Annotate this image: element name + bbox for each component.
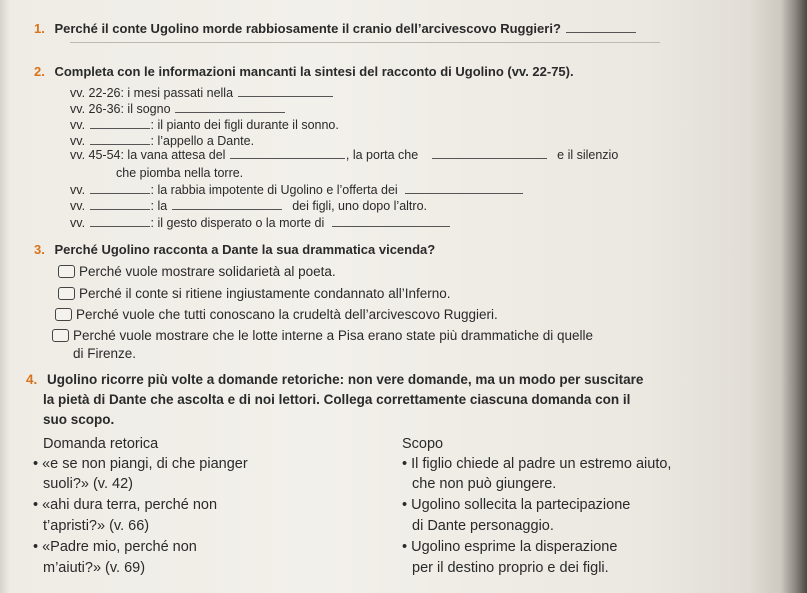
q1-text: Perché il conte Ugolino morde rabbiosamente il cranio dell’arcivescovo Ruggieri?: [54, 21, 561, 36]
q2-blank-8b[interactable]: [172, 208, 282, 210]
q2-blank-9b[interactable]: [332, 225, 450, 227]
q2-blank-5b[interactable]: [432, 157, 547, 159]
q4-right-2a[interactable]: • Ugolino sollecita la partecipazione: [402, 497, 631, 513]
q4-left-2a[interactable]: • «ahi dura terra, perché non: [33, 497, 218, 513]
q2-number: 2.: [34, 64, 45, 79]
q2-blank-5a[interactable]: [230, 157, 345, 159]
q2-line-1-text: vv. 22-26: i mesi passati nella: [70, 86, 234, 100]
q4-left-1b: suoli?» (v. 42): [43, 476, 133, 492]
q2-line-1: [70, 86, 334, 100]
q2-line-4-text: : l’appello a Dante.: [150, 134, 255, 148]
q2-blank-3[interactable]: [90, 127, 150, 129]
q2-blank-7a[interactable]: [90, 192, 150, 194]
q4-col-left-header: Domanda retorica: [43, 436, 159, 452]
q3-option-2: Perché il conte si ritiene ingiustamente condannato all’Inferno.: [79, 286, 451, 301]
q4-left-3a[interactable]: • «Padre mio, perché non: [33, 539, 197, 555]
q4-left-3b: m’aiuti?» (v. 69): [43, 560, 146, 576]
q2-line-8-text-c: dei figli, uno dopo l’altro.: [292, 199, 427, 213]
q2-line-3-text: : il pianto dei figli durante il sonno.: [150, 118, 339, 132]
q1-answer-line[interactable]: [70, 42, 660, 43]
q4-col-right-header: Scopo: [402, 436, 444, 452]
q2-line-3-prefix: vv.: [70, 118, 86, 132]
q2-line-5-text-a: vv. 45-54: la vana attesa del: [70, 148, 226, 162]
q4-row: [26, 372, 643, 387]
q1-number: 1.: [34, 21, 45, 36]
q3-option-3-checkbox[interactable]: [55, 308, 72, 321]
q4-text-1: Ugolino ricorre più volte a domande retoriche: non vere domande, ma un modo per suscitare: [47, 372, 644, 387]
q4-text-2: la pietà di Dante che ascolta e di noi lettori. Collega correttamente ciascuna domanda con il: [43, 392, 631, 407]
q4-right-2b: di Dante personaggio.: [412, 518, 554, 534]
q4-right-3b: per il destino proprio e dei figli.: [412, 560, 609, 576]
q2-line-8-text-b: : la: [150, 199, 168, 213]
q2-line-8-prefix: vv.: [70, 199, 86, 213]
q2-line-5: [70, 148, 618, 162]
q3-option-3: Perché vuole che tutti conoscano la crudeltà dell’arcivescovo Ruggieri.: [76, 307, 498, 322]
q2-line-9-prefix: vv.: [70, 216, 86, 230]
q4-right-3a[interactable]: • Ugolino esprime la disperazione: [402, 539, 618, 555]
q2-blank-7b[interactable]: [405, 192, 523, 194]
q2-text: Completa con le informazioni mancanti la sintesi del racconto di Ugolino (vv. 22-75).: [54, 64, 574, 79]
q2-line-4: [70, 134, 254, 148]
q2-line-4-prefix: vv.: [70, 134, 86, 148]
q4-text-3: suo scopo.: [43, 412, 115, 427]
q2-line-8: [70, 199, 427, 213]
q4-number: 4.: [26, 372, 38, 387]
q2-line-9: [70, 216, 451, 230]
q2-blank-1[interactable]: [238, 95, 333, 97]
q2-blank-8a[interactable]: [90, 208, 150, 210]
q3-option-2-checkbox[interactable]: [58, 287, 75, 300]
q2-row: [34, 64, 574, 79]
q3-option-1: Perché vuole mostrare solidarietà al poeta.: [79, 264, 336, 279]
q2-line-6-text: che piomba nella torre.: [116, 166, 244, 180]
q4-right-1b: che non può giungere.: [412, 476, 557, 492]
q1-row: [34, 21, 637, 36]
q3-text: Perché Ugolino racconta a Dante la sua drammatica vicenda?: [54, 242, 436, 257]
q2-line-3: [70, 118, 339, 132]
q3-row: [34, 242, 435, 257]
q2-line-2-text: vv. 26-36: il sogno: [70, 102, 171, 116]
q2-blank-9a[interactable]: [90, 225, 150, 227]
q3-option-4-cont: di Firenze.: [73, 346, 137, 361]
q2-line-2: [70, 102, 286, 116]
q4-left-1a[interactable]: • «e se non piangi, di che pianger: [33, 456, 248, 472]
q2-line-7-prefix: vv.: [70, 183, 86, 197]
q3-option-4: Perché vuole mostrare che le lotte interne a Pisa erano state più drammatiche di quelle: [73, 328, 594, 343]
q2-blank-2[interactable]: [175, 111, 285, 113]
q2-line-9-text: : il gesto disperato o la morte di: [150, 216, 325, 230]
q4-left-2b: t’apristi?» (v. 66): [43, 518, 150, 534]
page-left-shadow: [0, 0, 10, 593]
q2-blank-4[interactable]: [90, 143, 150, 145]
q3-number: 3.: [34, 242, 45, 257]
q1-answer-blank[interactable]: [566, 31, 636, 33]
q2-line-5-text-c: e il silenzio: [557, 148, 619, 162]
q2-line-7: [70, 183, 524, 197]
q3-option-1-checkbox[interactable]: [58, 265, 75, 278]
q4-right-1a[interactable]: • Il figlio chiede al padre un estremo aiuto,: [402, 456, 672, 472]
q3-option-4-checkbox[interactable]: [52, 329, 69, 342]
q2-line-7-text: : la rabbia impotente di Ugolino e l’offerta dei: [150, 183, 398, 197]
q2-line-6: [116, 166, 243, 180]
page-right-edge: [749, 0, 807, 593]
q2-line-5-text-b: , la porta che: [345, 148, 419, 162]
